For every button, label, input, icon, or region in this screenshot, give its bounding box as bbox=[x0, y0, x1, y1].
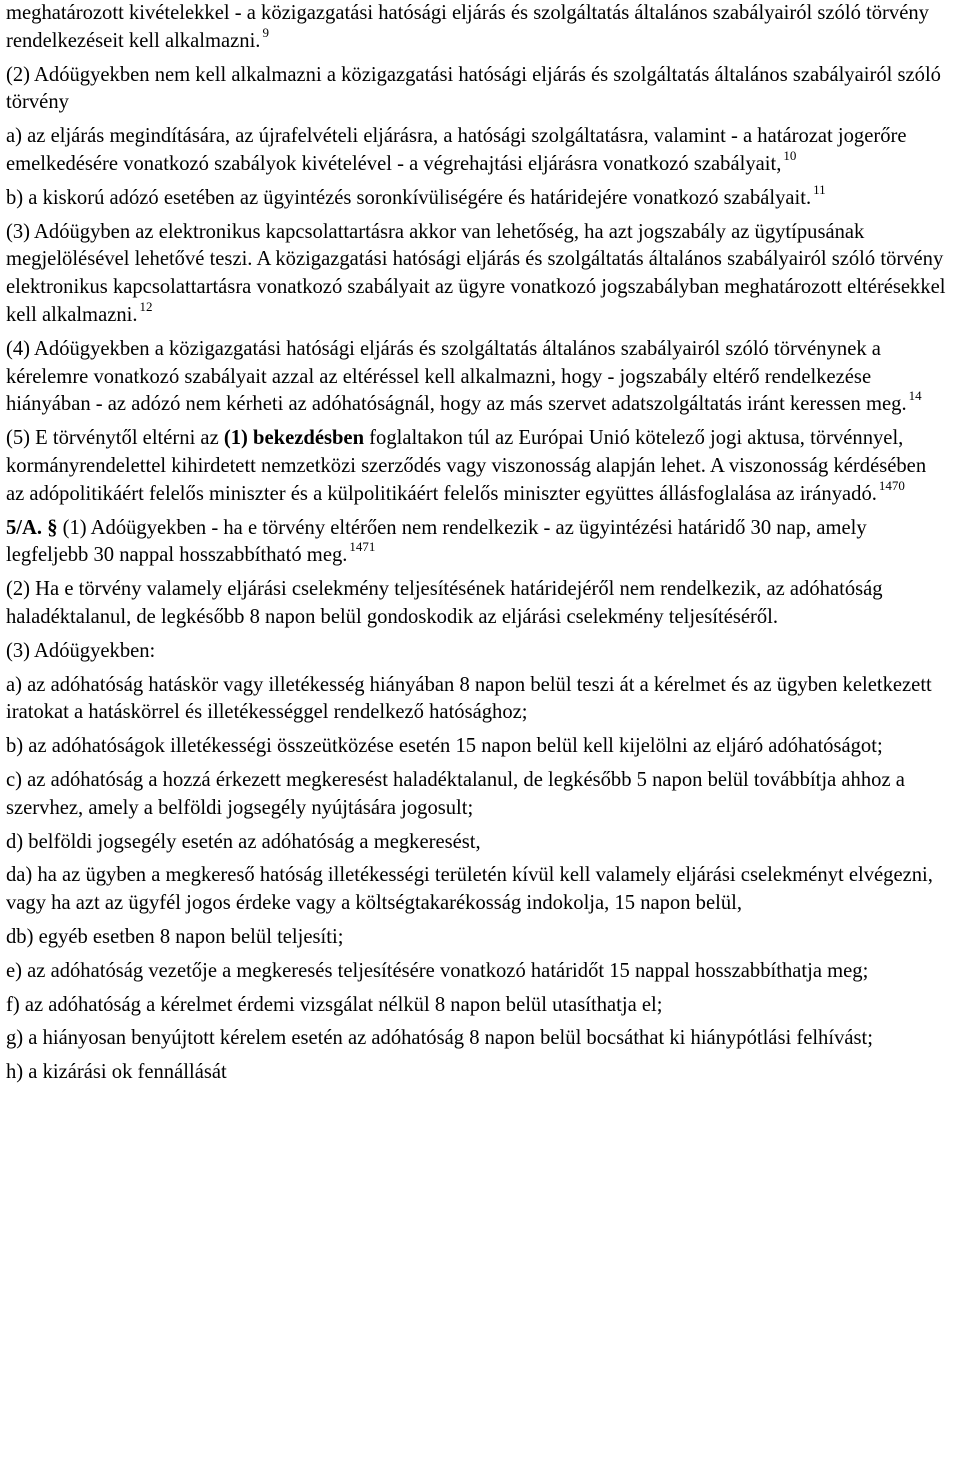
section-sign: § bbox=[47, 516, 58, 539]
paragraph-4 bbox=[6, 336, 948, 419]
paragraph-text: (2) Adóügyekben nem kell alkalmazni a közigazgatási hatósági eljárás és szolgáltatás általános szabályairól szóló törvény bbox=[6, 63, 941, 114]
paragraph-text: (1) Adóügyekben - ha e törvény eltérően nem rendelkezik - az ügyintézési határidő 30 nap, amely legfeljebb 30 nappal hosszabbítható meg. bbox=[6, 516, 867, 567]
point-3e bbox=[6, 958, 948, 986]
paragraph-text: foglaltakon túl az Európai Unió kötelező jogi aktusa, törvénnyel, kormányrendelettel kihirdetett nemzetközi szerződés vagy viszonosság alapján lehet. A viszonosság kérdésében az adópolitikáért felelős miniszter és a külpolitikáért felelős miniszter együttes állásfoglalása az irányadó. bbox=[6, 427, 927, 505]
footnote-ref[interactable]: 1471 bbox=[349, 539, 376, 555]
cross-reference[interactable]: (1) bekezdésben bbox=[223, 427, 365, 450]
paragraph-text: a) az eljárás megindítására, az újrafelvételi eljárásra, a hatósági szolgáltatásra, valamint - a határozat jogerőre emelkedésére vonatkozó szabályok kivételével - a végrehajtási eljárásra vonatkozó szabályait, bbox=[6, 125, 907, 175]
point-3d bbox=[6, 829, 948, 857]
paragraph-3 bbox=[6, 219, 948, 330]
footnote-ref[interactable]: 14 bbox=[908, 388, 922, 404]
point-3g bbox=[6, 1025, 948, 1053]
paragraph-text: (3) Adóügyekben: bbox=[6, 639, 156, 662]
paragraph-5a-2 bbox=[6, 576, 948, 632]
point-3h bbox=[6, 1059, 948, 1087]
paragraph-text: da) ha az ügyben a megkereső hatóság illetékességi területén kívül kell valamely eljárási cselekményt elvégezni, vagy ha azt az ügyfél jogos érdeke vagy a költségtakarékosság indokolja, 15 napon belül, bbox=[6, 864, 933, 915]
point-3f bbox=[6, 992, 948, 1020]
paragraph-text: d) belföldi jogsegély esetén az adóhatóság a megkeresést, bbox=[6, 830, 481, 853]
paragraph-text: (2) Ha e törvény valamely eljárási cselekmény teljesítésének határidejéről nem rendelkezik, az adóhatóság haladéktalanul, de legkésőbb 8 napon belül gondoskodik az eljárási cselekmény teljesítéséről. bbox=[6, 578, 883, 628]
paragraph-5 bbox=[6, 425, 948, 508]
point-2b bbox=[6, 181, 948, 213]
paragraph-1-continuation bbox=[6, 0, 948, 56]
footnote-ref[interactable]: 1470 bbox=[878, 477, 905, 493]
footnote-ref[interactable]: 10 bbox=[783, 147, 797, 163]
footnote-ref[interactable]: 12 bbox=[139, 298, 153, 314]
section-5a bbox=[6, 515, 948, 571]
paragraph-text: (4) Adóügyekben a közigazgatási hatósági eljárás és szolgáltatás általános szabályairól szóló törvénynek a kérelemre vonatkozó szabályait azzal az eltéréssel kell alkalmazni, hogy - jogszabály eltérő rendelkezése hiányában - az adózó nem kérheti az adóhatóságnál, hogy az más szervet adatszolgáltatás iránt keressen meg. bbox=[6, 337, 907, 416]
paragraph-text: a) az adóhatóság hatáskör vagy illetékesség hiányában 8 napon belül teszi át a kérelmet és az ügyben keletkezett iratokat a hatáskörrel és illetékességgel rendelkező hatósághoz; bbox=[6, 673, 932, 724]
paragraph-text: h) a kizárási ok fennállását bbox=[6, 1061, 227, 1084]
paragraph-text: meghatározott kivételekkel - a közigazgatási hatósági eljárás és szolgáltatás általános szabályairól szóló törvény rendelkezéseit kell alkalmazni. bbox=[6, 2, 929, 52]
paragraph-text: (3) Adóügyben az elektronikus kapcsolattartásra akkor van lehetőség, ha azt jogszabály az ügytípusának megjelölésével lehetővé teszi. A közigazgatási hatósági eljárás és szolgáltatás általános szabályairól szóló törvény elektronikus kapcsolattartásra vonatkozó szabályait az ügyre vonatkozó jogszabályban meghatározott eltérésekkel kell alkalmazni. bbox=[6, 220, 946, 326]
point-3db bbox=[6, 924, 948, 952]
point-3b bbox=[6, 733, 948, 761]
point-2a bbox=[6, 123, 948, 179]
footnote-ref[interactable]: 11 bbox=[813, 181, 826, 197]
point-3a bbox=[6, 672, 948, 728]
paragraph-text: (5) E törvénytől eltérni az bbox=[6, 427, 224, 450]
paragraph-text: f) az adóhatóság a kérelmet érdemi vizsgálat nélkül 8 napon belül utasíthatja el; bbox=[6, 993, 663, 1016]
paragraph-text: e) az adóhatóság vezetője a megkeresés teljesítésére vonatkozó határidőt 15 nappal hosszabbíthatja meg; bbox=[6, 959, 869, 982]
paragraph-text: c) az adóhatóság a hozzá érkezett megkeresést haladéktalanul, de legkésőbb 5 napon belül továbbítja ahhoz a szervhez, amely a belföldi jogsegély nyújtására jogosult; bbox=[6, 768, 905, 819]
point-3da bbox=[6, 862, 948, 918]
paragraph-2 bbox=[6, 62, 948, 118]
paragraph-text: b) az adóhatóságok illetékességi összeütközése esetén 15 napon belül kell kijelölni az eljáró adóhatóságot; bbox=[6, 735, 883, 758]
paragraph-text: g) a hiányosan benyújtott kérelem esetén az adóhatóság 8 napon belül bocsáthat ki hiánypótlási felhívást; bbox=[6, 1027, 873, 1050]
section-number: 5/A. bbox=[6, 516, 43, 539]
paragraph-5a-3 bbox=[6, 638, 948, 666]
point-3c bbox=[6, 767, 948, 823]
paragraph-text: db) egyéb esetben 8 napon belül teljesíti; bbox=[6, 925, 344, 948]
paragraph-text: b) a kiskorú adózó esetében az ügyintézés soronkívüliségére és határidejére vonatkozó szabályait. bbox=[6, 186, 812, 209]
footnote-ref[interactable]: 9 bbox=[262, 24, 269, 40]
